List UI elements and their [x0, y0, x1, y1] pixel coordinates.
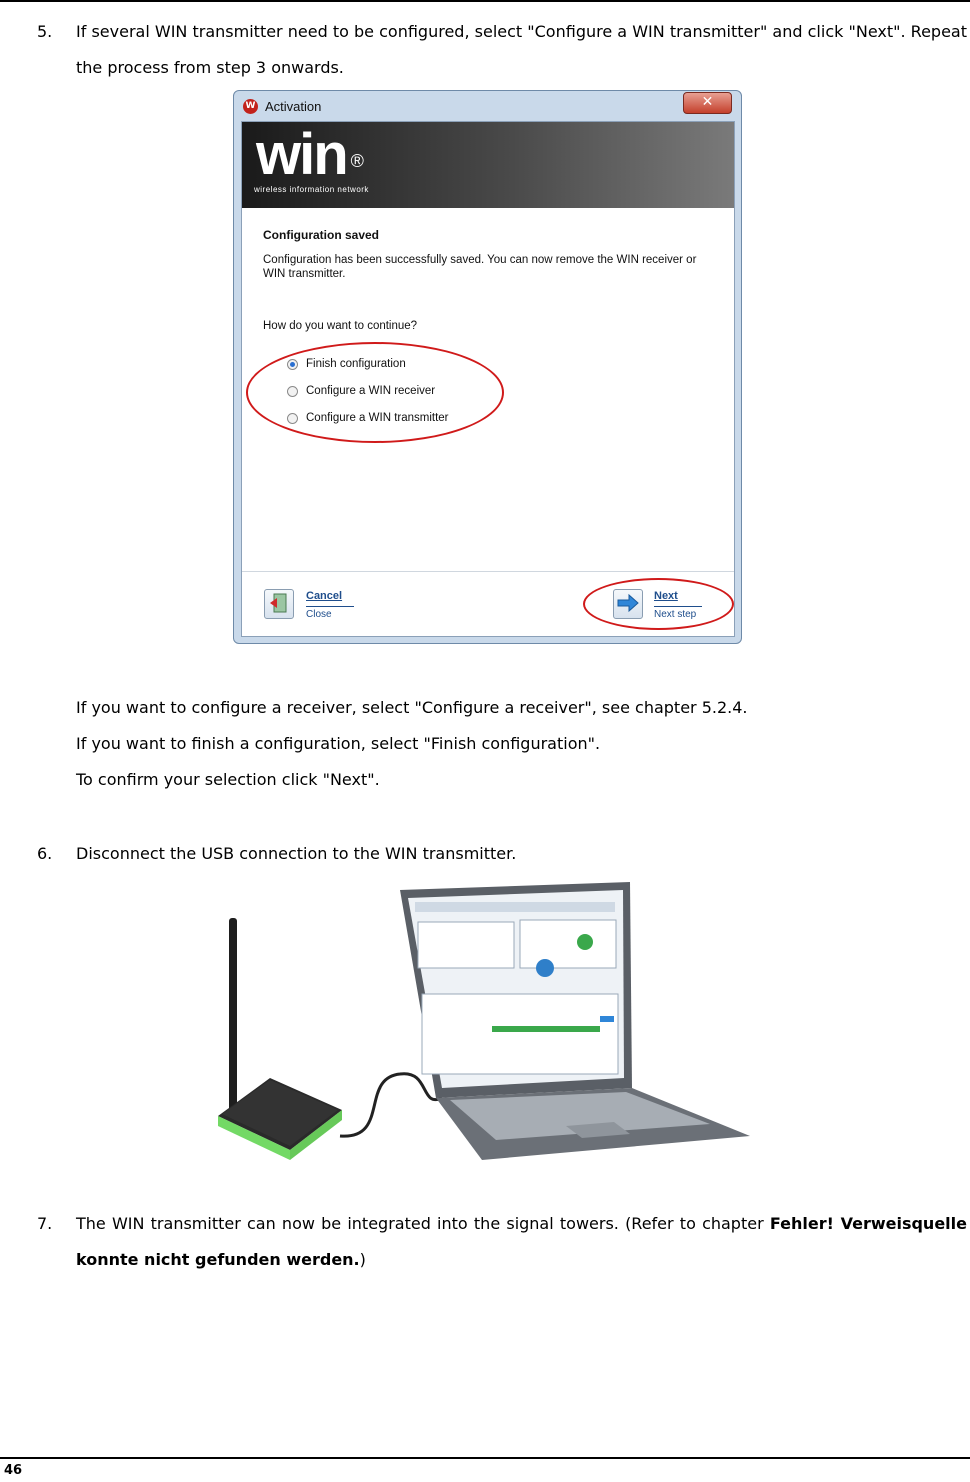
app-icon: W [243, 99, 258, 114]
antenna [229, 918, 237, 1118]
logo-text: win [256, 122, 347, 187]
cancel-underline [306, 606, 354, 607]
option-label: Finish configuration [306, 358, 406, 370]
bottom-rule [0, 1457, 970, 1459]
cancel-sublabel: Close [306, 609, 332, 620]
next-label[interactable]: Next [654, 590, 678, 602]
transmitter-laptop-photo [210, 878, 755, 1163]
step-5 [37, 14, 967, 86]
page-number: 46 [4, 1463, 23, 1478]
usb-cable [340, 1074, 442, 1136]
broken-reference: Fehler! Verweisquelle konnte nicht gefunden werden. [76, 1214, 967, 1269]
next-sublabel: Next step [654, 609, 697, 620]
step-text: Disconnect the USB connection to the WIN transmitter. [76, 844, 517, 863]
step7-text: The WIN transmitter can now be integrated into the signal towers. (Refer to chapter [76, 1214, 770, 1233]
continue-question: How do you want to continue? [263, 320, 418, 332]
step-number: 7. [37, 1214, 53, 1233]
exit-door-icon [266, 590, 292, 616]
cancel-button[interactable] [264, 589, 294, 619]
option-label: Configure a WIN receiver [306, 385, 436, 397]
tagline: wireless information network [254, 185, 369, 194]
registered-mark: ® [350, 151, 362, 171]
step-text: If several WIN transmitter need to be configured, select "Configure a WIN transmitter" and click "Next". Repeat the process from step 3 onwards. [76, 22, 967, 77]
laptop [400, 882, 750, 1160]
paragraph-finish-configuration: If you want to finish a configuration, select "Finish configuration". [76, 734, 601, 753]
dialog-title: Activation [265, 99, 322, 114]
option-label: Configure a WIN transmitter [306, 412, 449, 424]
cancel-label[interactable]: Cancel [306, 590, 343, 602]
step-number: 6. [37, 844, 53, 863]
step-number: 5. [37, 22, 53, 41]
configuration-heading: Configuration saved [263, 228, 380, 242]
win-banner [242, 122, 734, 208]
step-text [76, 1206, 967, 1278]
win-logo [256, 124, 362, 186]
highlight-ellipse-next [583, 578, 734, 630]
highlight-ellipse-options [246, 342, 504, 443]
top-rule [0, 0, 970, 2]
step-6 [37, 836, 967, 872]
close-button[interactable]: ✕ [683, 92, 732, 114]
paragraph-confirm-next: To confirm your selection click "Next". [76, 770, 380, 789]
title-bar [234, 91, 741, 123]
configuration-message: Configuration has been successfully saved. You can now remove the WIN receiver or WIN transmitter. [263, 254, 697, 280]
paragraph-configure-receiver: If you want to configure a receiver, select "Configure a receiver", see chapter 5.2.4. [76, 698, 748, 717]
step-7 [37, 1206, 967, 1278]
step7-tail: ) [359, 1250, 366, 1269]
dialog-content [263, 228, 697, 424]
